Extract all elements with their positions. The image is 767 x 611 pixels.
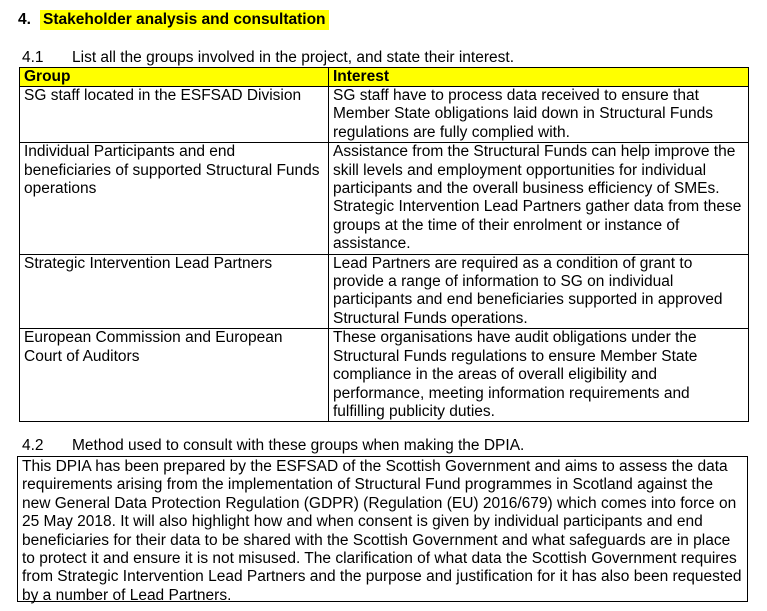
interest-cell: Assistance from the Structural Funds can help improve the skill levels and employment opportunities for individual participants and the overall business efficiency of SMEs. Strategic Intervention Lead Partners gather data from these groups at the time of their enrolment or instance of assistance. xyxy=(329,143,749,254)
consultation-answer-box xyxy=(17,456,748,602)
table-row xyxy=(20,143,749,254)
question-4-1-number: 4.1 xyxy=(22,49,44,66)
consultation-answer-text: This DPIA has been prepared by the ESFSAD of the Scottish Government and aims to assess the data requirements arising from the implementation of Structural Fund programmes in Scotland against the new General Data Protection Regulation (GDPR) (Regulation (EU) 2016/679) which comes into force on 25 May 2018. It will also highlight how and when consent is given by individual participants and end beneficiaries for their data to be shared with the Scottish Government and what safeguards are in place to protect it and ensure it is not misused. The clarification of what data the Scottish Government requires from Strategic Intervention Lead Partners and the purpose and justification for it has also been requested by a number of Lead Partners. xyxy=(22,458,742,604)
table-row xyxy=(20,329,749,422)
group-cell: SG staff located in the ESFSAD Division xyxy=(20,87,329,143)
header-interest: Interest xyxy=(329,68,749,87)
table-row xyxy=(20,254,749,329)
interest-cell: SG staff have to process data received to ensure that Member State obligations laid down in Structural Funds regulations are fully complied with. xyxy=(329,87,749,143)
section-title: Stakeholder analysis and consultation xyxy=(40,10,329,30)
section-heading xyxy=(18,9,329,31)
table-row xyxy=(20,87,749,143)
interest-cell: These organisations have audit obligations under the Structural Funds regulations to ensure Member State compliance in the areas of overall eligibility and performance, meeting information requirements and fulfilling publicity duties. xyxy=(329,329,749,422)
interest-cell: Lead Partners are required as a condition of grant to provide a range of information to SG on individual participants and end beneficiaries supported in approved Structural Funds operations. xyxy=(329,254,749,329)
question-4-1-text: List all the groups involved in the project, and state their interest. xyxy=(72,49,514,66)
group-cell: Strategic Intervention Lead Partners xyxy=(20,254,329,329)
question-4-2 xyxy=(22,437,524,455)
question-4-2-number: 4.2 xyxy=(22,437,44,454)
stakeholder-table xyxy=(19,67,749,422)
question-4-1 xyxy=(22,49,514,67)
section-number: 4. xyxy=(18,11,31,28)
header-group: Group xyxy=(20,68,329,87)
group-cell: European Commission and European Court of Auditors xyxy=(20,329,329,422)
question-4-2-text: Method used to consult with these groups when making the DPIA. xyxy=(72,437,525,454)
table-header-row xyxy=(20,68,749,87)
group-cell: Individual Participants and end beneficiaries of supported Structural Funds operations xyxy=(20,143,329,254)
